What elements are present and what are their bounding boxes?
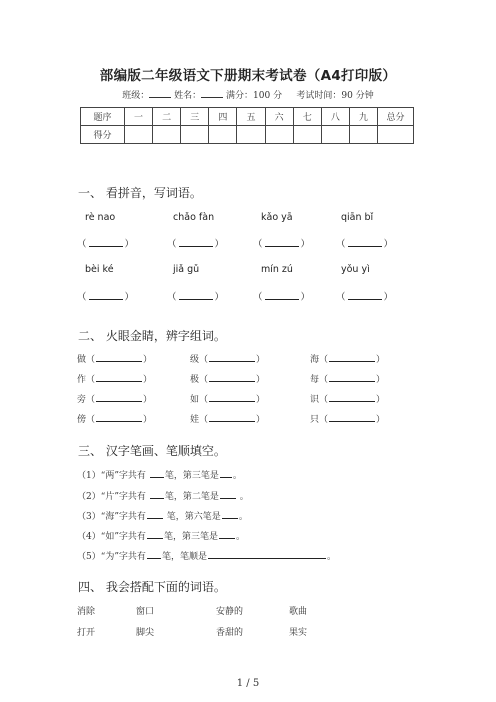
char-group-item[interactable] bbox=[310, 412, 385, 425]
paren-close: ） bbox=[143, 415, 153, 425]
question-text: 笔，第六笔是 bbox=[163, 512, 221, 522]
paren-open: （ bbox=[86, 395, 96, 405]
score-head-cell: 题序 bbox=[81, 108, 125, 126]
answer-line[interactable] bbox=[89, 238, 123, 247]
score-cell[interactable] bbox=[349, 126, 377, 144]
question-text: （3）“海”字共有 bbox=[77, 512, 146, 522]
paren-close: ） bbox=[143, 375, 153, 385]
answer-line[interactable] bbox=[209, 393, 255, 402]
char-group-item[interactable] bbox=[77, 372, 152, 385]
match-word[interactable]: 歌曲 bbox=[289, 607, 308, 617]
score-head-cell: 一 bbox=[125, 108, 153, 126]
answer-blank[interactable] bbox=[253, 289, 310, 303]
question-text: 。 bbox=[235, 532, 245, 542]
answer-line[interactable] bbox=[348, 291, 382, 300]
pinyin-item: kǎo yā bbox=[261, 212, 293, 223]
pinyin-item: mín zú bbox=[261, 264, 293, 275]
answer-line[interactable] bbox=[147, 510, 163, 519]
char-label: 只 bbox=[310, 415, 320, 425]
page-title: 部编版二年级语文下册期末考试卷（A4打印版） bbox=[99, 68, 397, 84]
paren-open: （ bbox=[86, 415, 96, 425]
score-value-row bbox=[81, 126, 414, 144]
paren-close: ） bbox=[256, 375, 266, 385]
question-text: 。 bbox=[236, 492, 249, 502]
answer-line[interactable] bbox=[179, 238, 213, 247]
answer-line[interactable] bbox=[150, 469, 164, 478]
match-word[interactable]: 香甜的 bbox=[216, 628, 244, 638]
pinyin-item: yǒu yì bbox=[341, 264, 370, 275]
paren-close: ） bbox=[256, 395, 266, 405]
paren-open: （ bbox=[167, 239, 177, 250]
answer-line[interactable] bbox=[209, 413, 255, 422]
char-label: 做 bbox=[77, 355, 87, 365]
answer-line[interactable] bbox=[219, 530, 235, 539]
paren-open: （ bbox=[336, 292, 346, 303]
score-head-cell: 七 bbox=[293, 108, 321, 126]
char-group-item[interactable] bbox=[310, 372, 385, 385]
paren-close: ） bbox=[214, 239, 225, 250]
answer-line[interactable] bbox=[220, 490, 236, 499]
answer-line[interactable] bbox=[208, 550, 326, 559]
char-label: 如 bbox=[190, 395, 200, 405]
paren-open: （ bbox=[199, 355, 209, 365]
answer-line[interactable] bbox=[329, 413, 375, 422]
paren-open: （ bbox=[199, 375, 209, 385]
paren-close: ） bbox=[256, 355, 266, 365]
question-text: （1）“两”字共有 bbox=[77, 471, 146, 481]
answer-line[interactable] bbox=[265, 238, 299, 247]
answer-line[interactable] bbox=[147, 550, 161, 559]
paren-close: ） bbox=[376, 415, 386, 425]
class-blank[interactable] bbox=[149, 88, 171, 98]
match-word[interactable]: 脚尖 bbox=[136, 628, 155, 638]
question-text: 笔，第三笔是 bbox=[164, 471, 219, 481]
section-2-heading: 二、 火眼金睛，辨字组词。 bbox=[78, 329, 226, 343]
question-text: （5）“为”字共有 bbox=[77, 552, 146, 562]
pinyin-item: rè nao bbox=[85, 212, 116, 223]
answer-blank[interactable] bbox=[77, 236, 134, 250]
score-cell[interactable] bbox=[378, 126, 414, 144]
score-header-row bbox=[81, 108, 414, 126]
stroke-question bbox=[77, 529, 245, 542]
question-text: 笔，笔顺是 bbox=[161, 552, 207, 562]
exam-time: 考试时间：90 分钟 bbox=[296, 91, 374, 101]
score-head-cell: 五 bbox=[237, 108, 265, 126]
paren-open: （ bbox=[319, 375, 329, 385]
paren-open: （ bbox=[199, 395, 209, 405]
section-1-heading: 一、 看拼音，写词语。 bbox=[78, 186, 202, 200]
paren-open: （ bbox=[253, 239, 263, 250]
question-text: 。 bbox=[326, 552, 336, 562]
char-label: 旁 bbox=[77, 395, 87, 405]
paren-open: （ bbox=[77, 292, 87, 303]
score-cell[interactable] bbox=[265, 126, 293, 144]
stroke-question bbox=[77, 509, 248, 522]
score-cell[interactable] bbox=[321, 126, 349, 144]
question-text: 。 bbox=[232, 471, 242, 481]
score-table bbox=[80, 107, 414, 144]
char-group-item[interactable] bbox=[310, 392, 385, 405]
char-group-item[interactable] bbox=[190, 372, 265, 385]
stroke-question bbox=[77, 468, 242, 481]
answer-line[interactable] bbox=[329, 393, 375, 402]
stroke-question bbox=[77, 489, 249, 502]
score-cell[interactable] bbox=[293, 126, 321, 144]
section-3-heading: 三、 汉字笔画、笔顺填空。 bbox=[78, 444, 226, 458]
match-word[interactable]: 安静的 bbox=[216, 607, 244, 617]
name-label: 姓名： bbox=[174, 91, 202, 101]
answer-blank[interactable] bbox=[336, 289, 393, 303]
paren-open: （ bbox=[86, 375, 96, 385]
score-cell[interactable] bbox=[153, 126, 181, 144]
score-head-cell: 二 bbox=[153, 108, 181, 126]
answer-blank[interactable] bbox=[336, 236, 393, 250]
answer-line[interactable] bbox=[209, 353, 255, 362]
answer-line[interactable] bbox=[222, 510, 238, 519]
answer-line[interactable] bbox=[179, 291, 213, 300]
full-score: 满分：100 分 bbox=[226, 91, 283, 101]
paren-open: （ bbox=[86, 355, 96, 365]
answer-blank[interactable] bbox=[77, 289, 134, 303]
answer-blank[interactable] bbox=[253, 236, 310, 250]
score-head-cell: 九 bbox=[349, 108, 377, 126]
answer-line[interactable] bbox=[96, 413, 142, 422]
question-text: 。 bbox=[238, 512, 248, 522]
score-head-cell: 六 bbox=[265, 108, 293, 126]
score-cell[interactable] bbox=[237, 126, 265, 144]
paren-close: ） bbox=[300, 292, 311, 303]
answer-line[interactable] bbox=[265, 291, 299, 300]
char-label: 识 bbox=[310, 395, 320, 405]
char-group-item[interactable] bbox=[190, 412, 265, 425]
char-label: 作 bbox=[77, 375, 87, 385]
paren-close: ） bbox=[383, 292, 394, 303]
paren-close: ） bbox=[124, 239, 135, 250]
paren-close: ） bbox=[300, 239, 311, 250]
pinyin-item: jiǎ gǔ bbox=[173, 264, 200, 275]
char-label: 傍 bbox=[77, 415, 87, 425]
answer-line[interactable] bbox=[348, 238, 382, 247]
char-label: 娃 bbox=[190, 415, 200, 425]
char-group-item[interactable] bbox=[190, 352, 265, 365]
score-head-cell: 三 bbox=[181, 108, 209, 126]
char-group-item[interactable] bbox=[77, 412, 152, 425]
char-group-item[interactable] bbox=[310, 352, 385, 365]
exam-info bbox=[0, 88, 496, 101]
paren-open: （ bbox=[253, 292, 263, 303]
score-cell[interactable] bbox=[181, 126, 209, 144]
answer-blank[interactable] bbox=[167, 289, 224, 303]
answer-line[interactable] bbox=[96, 373, 142, 382]
section-4-heading: 四、 我会搭配下面的词语。 bbox=[78, 580, 226, 594]
paren-close: ） bbox=[143, 395, 153, 405]
char-label: 极 bbox=[190, 375, 200, 385]
answer-line[interactable] bbox=[89, 291, 123, 300]
score-head-cell: 八 bbox=[321, 108, 349, 126]
paren-open: （ bbox=[319, 355, 329, 365]
stroke-question bbox=[77, 549, 336, 562]
char-label: 级 bbox=[190, 355, 200, 365]
answer-line[interactable] bbox=[150, 490, 164, 499]
match-word[interactable]: 消除 bbox=[77, 607, 96, 617]
paren-close: ） bbox=[383, 239, 394, 250]
answer-blank[interactable] bbox=[167, 236, 224, 250]
pinyin-item: qiān bǐ bbox=[341, 212, 374, 223]
paren-close: ） bbox=[143, 355, 153, 365]
page-number: 1 / 5 bbox=[236, 678, 260, 689]
match-word[interactable]: 窗口 bbox=[136, 607, 155, 617]
paren-open: （ bbox=[336, 239, 346, 250]
paren-close: ） bbox=[376, 355, 386, 365]
paren-open: （ bbox=[199, 415, 209, 425]
paren-close: ） bbox=[256, 415, 266, 425]
score-head-cell: 总分 bbox=[378, 108, 414, 126]
question-text: 笔，第三笔是 bbox=[163, 532, 218, 542]
pinyin-item: bèi ké bbox=[85, 264, 114, 275]
char-group-item[interactable] bbox=[190, 392, 265, 405]
answer-line[interactable] bbox=[147, 530, 163, 539]
paren-open: （ bbox=[319, 395, 329, 405]
score-row-label: 得分 bbox=[81, 126, 125, 144]
pinyin-item: chǎo fàn bbox=[173, 212, 215, 223]
answer-line[interactable] bbox=[329, 373, 375, 382]
paren-close: ） bbox=[124, 292, 135, 303]
answer-line[interactable] bbox=[96, 353, 142, 362]
char-label: 海 bbox=[310, 355, 320, 365]
char-group-item[interactable] bbox=[77, 352, 152, 365]
char-group-item[interactable] bbox=[77, 392, 152, 405]
score-head-cell: 四 bbox=[209, 108, 237, 126]
paren-open: （ bbox=[319, 415, 329, 425]
score-cell[interactable] bbox=[209, 126, 237, 144]
question-text: （4）“如”字共有 bbox=[77, 532, 146, 542]
match-word[interactable]: 果实 bbox=[289, 628, 308, 638]
paren-open: （ bbox=[167, 292, 177, 303]
answer-line[interactable] bbox=[209, 373, 255, 382]
answer-line[interactable] bbox=[329, 353, 375, 362]
match-word[interactable]: 打开 bbox=[77, 628, 96, 638]
paren-close: ） bbox=[214, 292, 225, 303]
class-label: 班级： bbox=[122, 91, 150, 101]
paren-close: ） bbox=[376, 395, 386, 405]
question-text: 笔，第二笔是 bbox=[164, 492, 219, 502]
char-label: 每 bbox=[310, 375, 320, 385]
paren-open: （ bbox=[77, 239, 87, 250]
answer-line[interactable] bbox=[220, 469, 232, 478]
answer-line[interactable] bbox=[96, 393, 142, 402]
score-cell[interactable] bbox=[125, 126, 153, 144]
question-text: （2）“片”字共有 bbox=[77, 492, 146, 502]
name-blank[interactable] bbox=[201, 88, 223, 98]
paren-close: ） bbox=[376, 375, 386, 385]
